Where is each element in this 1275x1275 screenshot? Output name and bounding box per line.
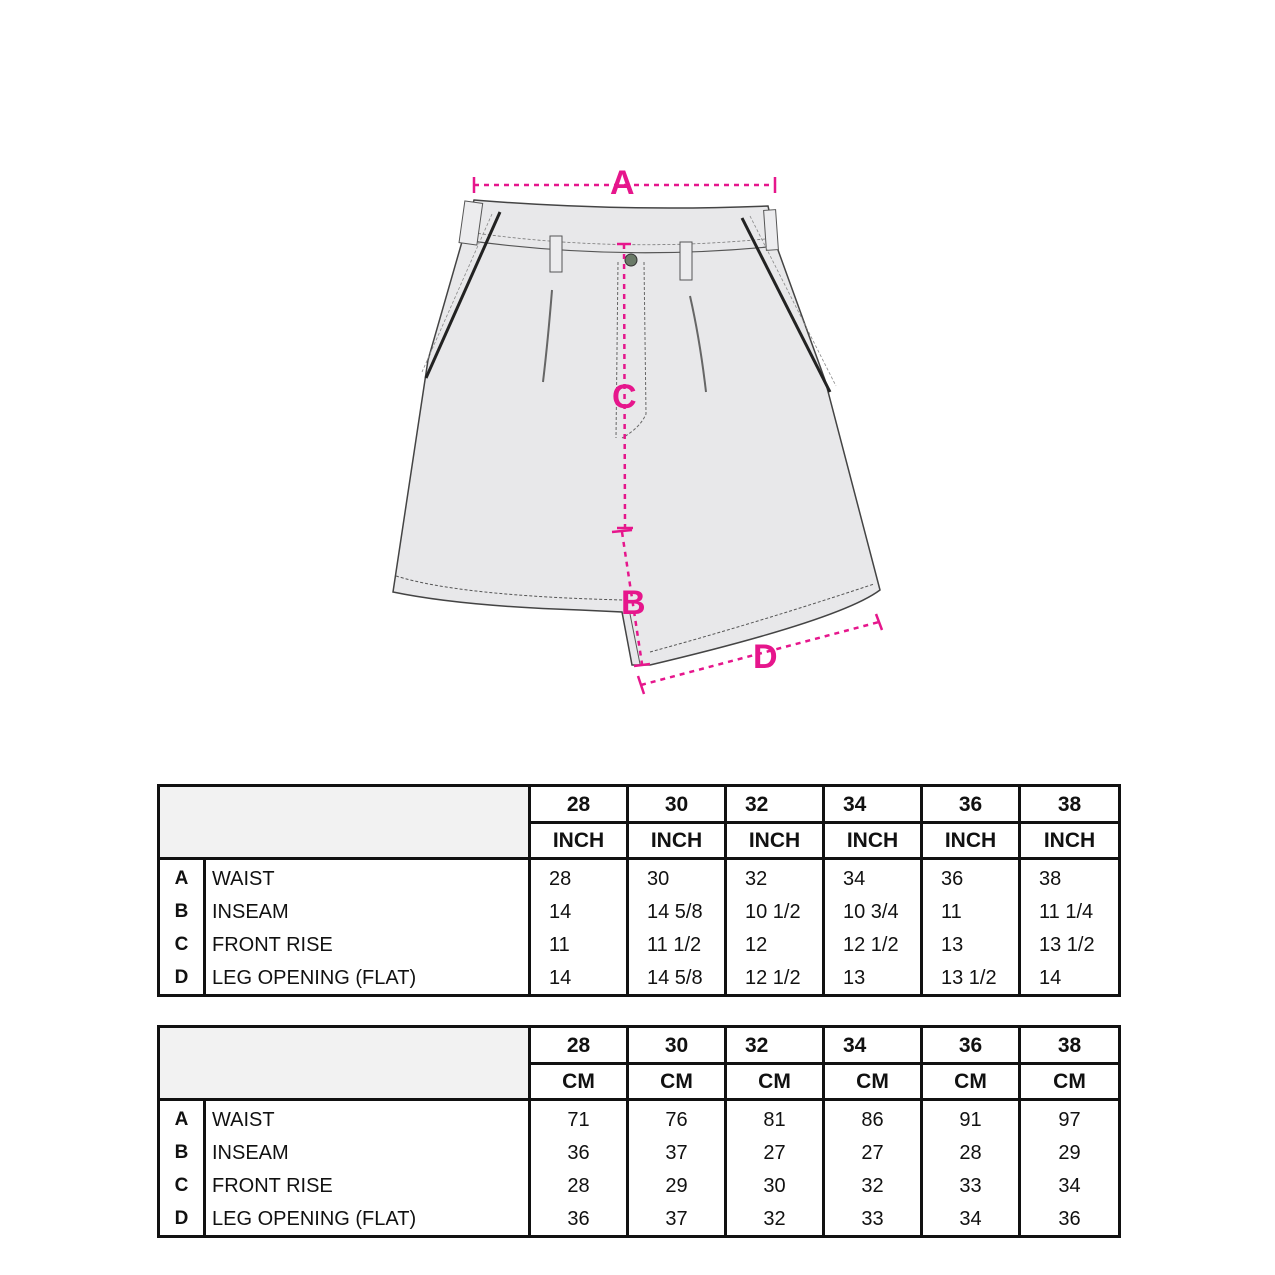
cell-value: 81 [726,1100,824,1137]
row-letter: A [159,859,205,896]
table-row [159,1136,1120,1169]
row-letter: D [159,961,205,996]
cell-value: 29 [628,1169,726,1202]
label-d: D [753,638,778,676]
cell-value: 33 [824,1202,922,1237]
row-measurement: WAIST [205,1100,530,1137]
unit-header: INCH [530,823,628,859]
cell-value: 11 1/2 [628,928,726,961]
cell-value: 36 [530,1136,628,1169]
row-letter: A [159,1100,205,1137]
cell-value: 13 1/2 [922,961,1020,996]
cell-value: 28 [530,859,628,896]
size-chart-inch [157,784,1121,997]
cell-value: 11 1/4 [1020,895,1120,928]
unit-header: CM [824,1064,922,1100]
header-corner [159,786,530,859]
cell-value: 34 [922,1202,1020,1237]
cell-value: 32 [726,859,824,896]
label-b: B [621,584,646,622]
row-letter: C [159,928,205,961]
cell-value: 13 [824,961,922,996]
size-header: 36 [922,786,1020,823]
cell-value: 30 [628,859,726,896]
row-measurement: INSEAM [205,895,530,928]
cell-value: 13 1/2 [1020,928,1120,961]
cell-value: 36 [922,859,1020,896]
cell-value: 86 [824,1100,922,1137]
table-row [159,1100,1120,1137]
cell-value: 37 [628,1202,726,1237]
size-header: 38 [1020,1027,1120,1064]
cell-value: 30 [726,1169,824,1202]
size-header: 30 [628,1027,726,1064]
cell-value: 12 1/2 [726,961,824,996]
cell-value: 14 [530,895,628,928]
cell-value: 29 [1020,1136,1120,1169]
cell-value: 11 [530,928,628,961]
row-measurement: LEG OPENING (FLAT) [205,1202,530,1237]
cell-value: 11 [922,895,1020,928]
unit-header: INCH [824,823,922,859]
cell-value: 37 [628,1136,726,1169]
unit-header: INCH [922,823,1020,859]
cell-value: 27 [726,1136,824,1169]
row-measurement: FRONT RISE [205,1169,530,1202]
label-a: A [610,164,635,202]
table-row [159,928,1120,961]
table-row [159,961,1120,996]
table-row [159,1169,1120,1202]
unit-header: INCH [628,823,726,859]
label-c: C [612,378,637,416]
size-header: 28 [530,786,628,823]
cell-value: 34 [824,859,922,896]
unit-header: CM [628,1064,726,1100]
cell-value: 33 [922,1169,1020,1202]
cell-value: 12 [726,928,824,961]
cell-value: 14 [530,961,628,996]
cell-value: 13 [922,928,1020,961]
button [625,254,637,266]
row-measurement: WAIST [205,859,530,896]
cell-value: 10 3/4 [824,895,922,928]
cell-value: 32 [726,1202,824,1237]
header-corner [159,1027,530,1100]
cell-value: 28 [530,1169,628,1202]
cell-value: 10 1/2 [726,895,824,928]
cell-value: 14 5/8 [628,895,726,928]
cell-value: 91 [922,1100,1020,1137]
cell-value: 12 1/2 [824,928,922,961]
cell-value: 38 [1020,859,1120,896]
table-row [159,895,1120,928]
cell-value: 27 [824,1136,922,1169]
belt-loop [680,242,692,280]
cell-value: 36 [530,1202,628,1237]
row-measurement: FRONT RISE [205,928,530,961]
row-letter: D [159,1202,205,1237]
size-header: 32 [726,1027,824,1064]
size-header: 36 [922,1027,1020,1064]
unit-header: INCH [726,823,824,859]
size-header: 34 [824,1027,922,1064]
row-measurement: LEG OPENING (FLAT) [205,961,530,996]
row-letter: B [159,895,205,928]
cell-value: 28 [922,1136,1020,1169]
cell-value: 36 [1020,1202,1120,1237]
table-row [159,1202,1120,1237]
row-letter: C [159,1169,205,1202]
size-chart-cm [157,1025,1121,1238]
size-header: 34 [824,786,922,823]
cell-value: 76 [628,1100,726,1137]
size-header: 28 [530,1027,628,1064]
cell-value: 32 [824,1169,922,1202]
belt-loop [764,210,779,251]
unit-header: CM [726,1064,824,1100]
unit-header: CM [922,1064,1020,1100]
belt-loop [550,236,562,272]
cell-value: 14 5/8 [628,961,726,996]
cell-value: 97 [1020,1100,1120,1137]
cell-value: 34 [1020,1169,1120,1202]
row-measurement: INSEAM [205,1136,530,1169]
table-row [159,859,1120,896]
unit-header: INCH [1020,823,1120,859]
cell-value: 71 [530,1100,628,1137]
unit-header: CM [1020,1064,1120,1100]
size-header: 30 [628,786,726,823]
size-header: 32 [726,786,824,823]
unit-header: CM [530,1064,628,1100]
cell-value: 14 [1020,961,1120,996]
row-letter: B [159,1136,205,1169]
size-header: 38 [1020,786,1120,823]
